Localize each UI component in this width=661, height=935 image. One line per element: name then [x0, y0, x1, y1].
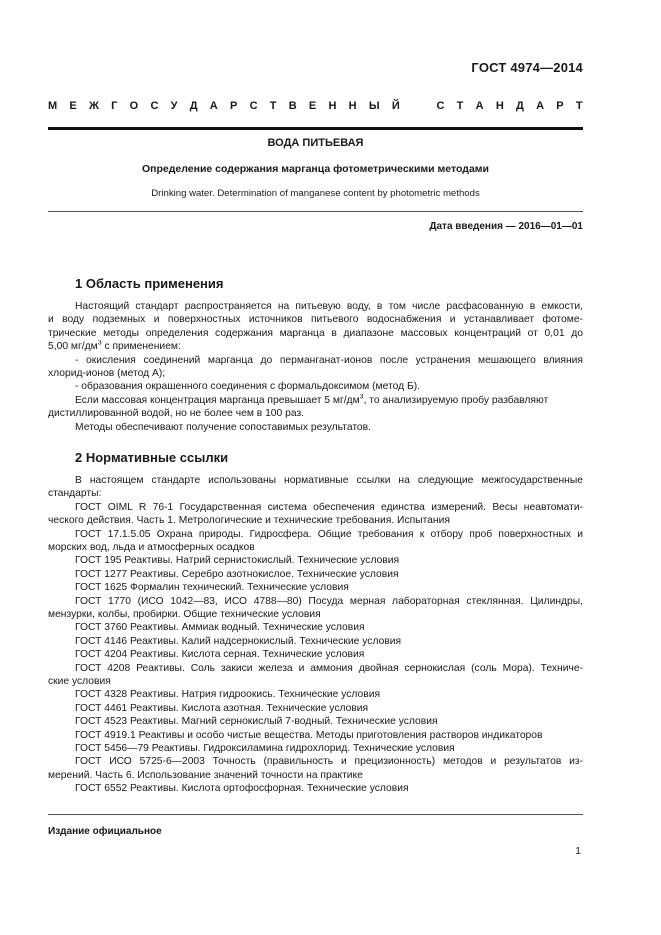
document-code: ГОСТ 4974—2014	[471, 60, 583, 75]
text-line: Настоящий стандарт распространяется на питьевую воду, в том числе расфасованную в емкости,	[75, 301, 583, 312]
text-line: ские условия	[48, 676, 111, 688]
introduction-date: Дата введения — 2016—01—01	[429, 221, 583, 232]
text-line: ГОСТ 1625 Формалин технический. Технические условия	[75, 582, 349, 594]
banner-letter: Д	[189, 100, 198, 112]
text-line: - образования окрашенного соединения с формальдоксимом (метод Б).	[75, 381, 420, 393]
text-line: и воду подземных и поверхностных источников питьевого водоснабжения и устанавливает фотоме-	[48, 314, 583, 326]
banner-letter: В	[288, 100, 297, 112]
text-line: Если массовая концентрация марганца превышает 5 $мг/дм^3$, то анализируемую пробу разбавляют	[75, 393, 549, 406]
text-line: ческого действия. Часть 1. Метрологические и технические требования. Испытания	[48, 515, 450, 527]
banner-letter: С	[150, 100, 159, 112]
section-1-heading: 1 Область применения	[75, 276, 224, 291]
banner-letter: О	[129, 100, 139, 112]
text-line: ГОСТ 4204 Реактивы. Кислота серная. Технические условия	[75, 649, 365, 661]
banner-letter: А	[536, 100, 545, 112]
banner-letter: С	[249, 100, 258, 112]
banner-letter: А	[209, 100, 218, 112]
text-line: мензурки, колбы, пробирки. Общие технические условия	[48, 609, 321, 620]
banner-letter: Д	[516, 100, 524, 112]
banner-letter: Т	[269, 100, 277, 112]
section-2-body	[48, 474, 583, 796]
banner-letter: Р	[229, 100, 238, 112]
banner-letter: Е	[308, 100, 317, 112]
interstate-standard-banner	[48, 100, 583, 112]
text-line: ГОСТ 195 Реактивы. Натрий сернистокислый. Технические условия	[75, 555, 400, 567]
text-line: ГОСТ 4328 Реактивы. Натрия гидроокись. Технические условия	[75, 689, 381, 701]
text-line: стандарты:	[48, 488, 102, 500]
banner-letter: Н	[328, 100, 337, 112]
text-line: ГОСТ 1770 (ИСО 1042—83, ИСО 4788—80) Посуда мерная лабораторная стеклянная. Цилиндры,	[75, 595, 583, 607]
document-title: ВОДА ПИТЬЕВАЯ	[267, 137, 364, 149]
banner-letter: Г	[111, 100, 118, 112]
banner-letter: Н	[348, 100, 357, 112]
text-line: ГОСТ 17.1.5.05 Охрана природы. Гидросфера. Общие требования к отбору проб поверхностных и	[75, 528, 583, 540]
text-line: ГОСТ 3760 Реактивы. Аммиак водный. Технические условия	[75, 622, 365, 634]
document-subtitle: Определение содержания марганца фотометрическими методами	[141, 163, 490, 175]
text-line: ГОСТ 4146 Реактивы. Калий надсернокислый. Технические условия	[75, 635, 402, 647]
text-line: ГОСТ 4208 Реактивы. Соль закиси железа и аммония двойная сернокислая (соль Мора). Техниче-	[75, 662, 583, 674]
banner-letter: С	[436, 100, 445, 112]
banner-letter: Т	[575, 100, 583, 112]
banner-letter: У	[170, 100, 178, 112]
text-line: ГОСТ ИСО 5725-6—2003 Точность (правильность и прецизионность) методов и результатов из-	[75, 756, 583, 768]
text-line: В настоящем стандарте использованы нормативные ссылки на следующие межгосударственные	[75, 475, 583, 486]
section-2-heading: 2 Нормативные ссылки	[75, 450, 229, 465]
text-line: Методы обеспечивают получение сопоставимых результатов.	[75, 421, 371, 433]
text-line: трические методы определения содержания марганца в диапазоне массовых концентраций от 0,01 до	[48, 327, 583, 339]
text-line: хлорид-ионов (метод А);	[48, 367, 166, 379]
banner-letter: Т	[456, 100, 464, 112]
footer-divider	[48, 814, 583, 815]
text-line: ГОСТ 6552 Реактивы. Кислота ортофосфорная. Технические условия	[75, 783, 409, 795]
official-edition-label: Издание официальное	[48, 826, 162, 837]
header-divider	[48, 127, 583, 130]
text-line: ГОСТ 1277 Реактивы. Серебро азотнокислое. Технические условия	[75, 568, 399, 580]
banner-letter: Р	[556, 100, 564, 112]
banner-letter: Е	[69, 100, 77, 112]
banner-letter: А	[475, 100, 484, 112]
page-number: 1	[575, 845, 581, 857]
english-title: Drinking water. Determination of manganese content by photometric methods	[151, 188, 480, 199]
banner-letter: Ы	[368, 100, 380, 112]
title-divider	[48, 211, 583, 212]
text-line: мерений. Часть 6. Использование значений точности на практике	[48, 769, 363, 781]
text-line: ГОСТ 4523 Реактивы. Магний сернокислый 7-водный. Технические условия	[75, 716, 438, 728]
banner-letter: Й	[391, 100, 400, 112]
banner-letter: Н	[495, 100, 504, 112]
text-line: ГОСТ 5456—79 Реактивы. Гидроксиламина гидрохлорид. Технические условия	[75, 743, 455, 755]
text-line: дистиллированной водой, но не более чем в 100 раз.	[48, 408, 305, 420]
text-line: ГОСТ OIML R 76-1 Государственная система обеспечения единства измерений. Весы неавтомати-	[75, 501, 583, 513]
text-line: ГОСТ 4461 Реактивы. Кислота азотная. Технические условия	[75, 702, 369, 714]
banner-letter: Ж	[88, 100, 99, 112]
section-1-body	[48, 300, 583, 434]
text-line: морских вод, льда и атмосферных осадков	[48, 541, 255, 553]
text-line: ГОСТ 4919.1 Реактивы и особо чистые вещества. Методы приготовления растворов индикаторов	[75, 729, 543, 741]
text-line: 5,00 $мг/дм^3$ с применением:	[48, 340, 181, 353]
banner-letter: М	[48, 100, 58, 112]
text-line: - окисления соединений марганца до перманганат-ионов после устранения мешающего влияния	[75, 354, 583, 366]
